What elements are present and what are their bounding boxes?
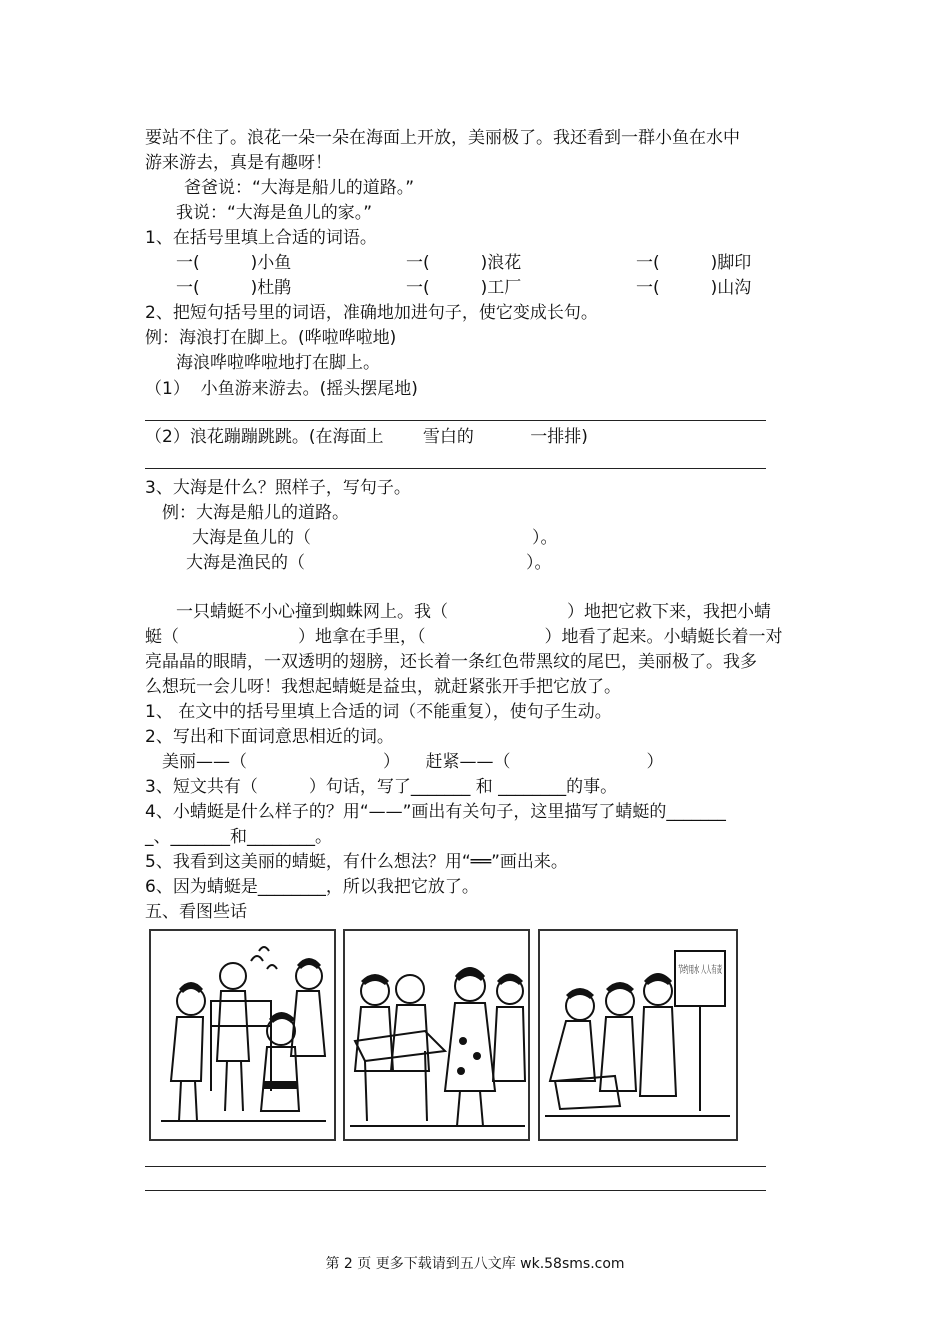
fill-blank-item[interactable]: 美丽——（ ） 赶紧——（ ）	[162, 752, 664, 772]
passage-line: 游来游去，真是有趣呀！	[145, 153, 332, 173]
children-saving-water-illustration	[540, 931, 762, 1139]
question-item: （1） 小鱼游来游去。(摇头摆尾地)	[145, 379, 418, 399]
page-footer: 第 2 页 更多下载请到五八文库 wk.58sms.com	[325, 1256, 625, 1272]
cartoon-picture-1	[149, 929, 336, 1141]
fill-blank-item[interactable]: 4、小蜻蜓是什么样子的？用“——”画出有关句子，这里描写了蜻蜓的_______	[145, 802, 726, 822]
passage-line: 我说：“大海是鱼儿的家。”	[176, 203, 373, 223]
fill-blank-item[interactable]: _、_______和________。	[145, 827, 332, 847]
sign-text: 节约用水 人人有责	[678, 965, 762, 976]
fill-blank-item[interactable]: 一( )小鱼	[176, 253, 292, 273]
fill-blank-item[interactable]: 一( )工厂	[406, 278, 522, 298]
passage-line: 么想玩一会儿呀！我想起蜻蜓是益虫，就赶紧张开手把它放了。	[145, 677, 621, 697]
children-at-sink-illustration	[345, 931, 528, 1139]
question-item: （2）浪花蹦蹦跳跳。(在海面上 雪白的 一排排)	[145, 427, 588, 447]
example-answer: 海浪哗啦哗啦地打在脚上。	[176, 353, 380, 373]
cartoon-picture-2	[343, 929, 530, 1141]
example-text: 例：大海是船儿的道路。	[162, 503, 349, 523]
passage-line: 一只蜻蜓不小心撞到蜘蛛网上。我（ ）地把它救下来，我把小蜻	[176, 602, 771, 622]
question-item: 5、我看到这美丽的蜻蜓，有什么想法？用“══”画出来。	[145, 852, 568, 872]
question-item: 2、写出和下面词意思相近的词。	[145, 727, 394, 747]
fill-blank-item[interactable]: 一( )山沟	[636, 278, 752, 298]
passage-line: 亮晶晶的眼睛，一双透明的翅膀，还长着一条红色带黑纹的尾巴，美丽极了。我多	[145, 652, 757, 672]
children-playing-water-illustration	[151, 931, 334, 1139]
fill-blank-item[interactable]: 一( )浪花	[406, 253, 522, 273]
fill-blank-item[interactable]: 6、因为蜻蜓是________，所以我把它放了。	[145, 877, 479, 897]
answer-line[interactable]	[145, 420, 766, 421]
passage-line: 爸爸说：“大海是船儿的道路。”	[184, 178, 415, 198]
section-title: 五、看图些话	[145, 902, 247, 922]
fill-blank-item[interactable]: 一( )脚印	[636, 253, 752, 273]
question-title: 2、把短句括号里的词语，准确地加进句子，使它变成长句。	[145, 303, 598, 323]
fill-blank-item[interactable]: 一( )杜鹃	[176, 278, 292, 298]
answer-line[interactable]	[145, 468, 766, 469]
example-text: 例：海浪打在脚上。(哗啦哗啦地)	[145, 328, 397, 348]
question-title: 3、大海是什么？照样子，写句子。	[145, 478, 411, 498]
fill-blank-item[interactable]: 3、短文共有（ ）句话，写了_______ 和 ________的事。	[145, 777, 618, 797]
passage-line: 要站不住了。浪花一朵一朵在海面上开放，美丽极了。我还看到一群小鱼在水中	[145, 128, 740, 148]
passage-line: 蜓（ ）地拿在手里，（ ）地看了起来。小蜻蜓长着一对	[145, 627, 783, 647]
answer-line[interactable]	[145, 1190, 766, 1191]
fill-blank-item[interactable]: 大海是渔民的（ ）。	[186, 553, 552, 573]
question-title: 1、在括号里填上合适的词语。	[145, 228, 377, 248]
cartoon-picture-3	[538, 929, 762, 1141]
fill-blank-item[interactable]: 大海是鱼儿的（ ）。	[192, 528, 558, 548]
answer-line[interactable]	[145, 1166, 766, 1167]
question-item: 1、 在文中的括号里填上合适的词（不能重复），使句子生动。	[145, 702, 612, 722]
